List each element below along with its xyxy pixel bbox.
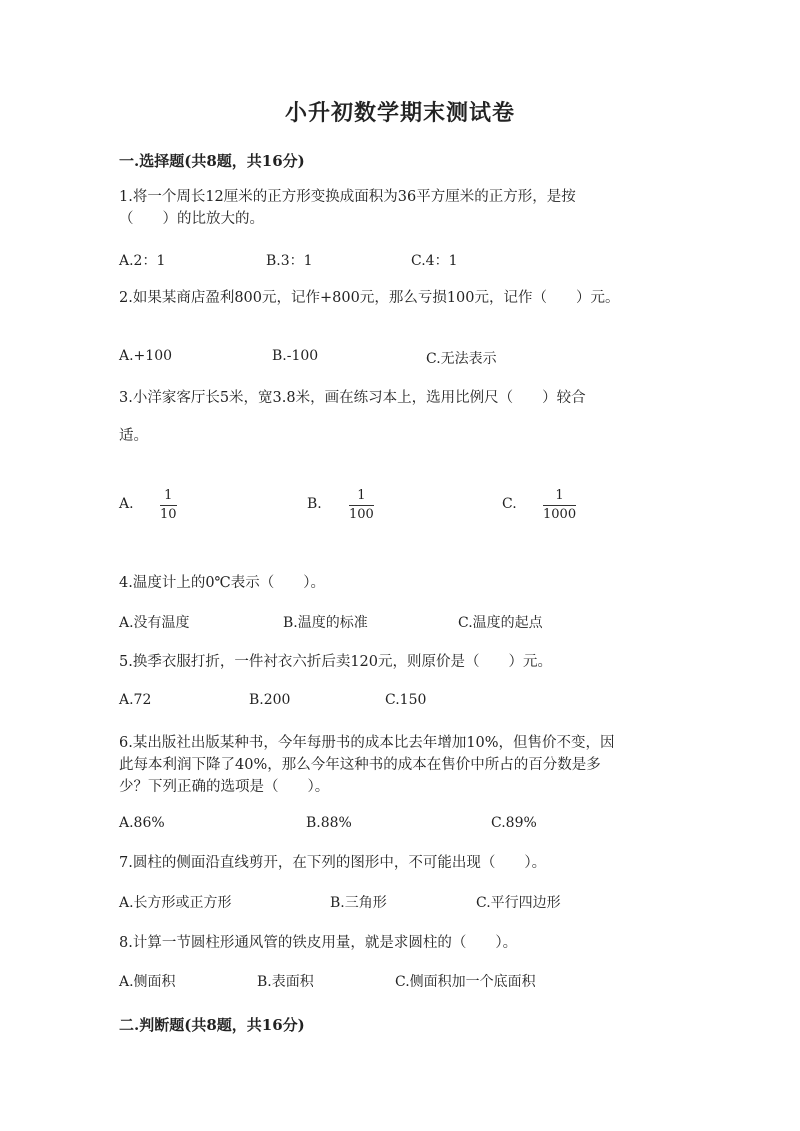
question-3-option-a-label: A. bbox=[119, 496, 134, 512]
question-2-option-c: C.无法表示 bbox=[426, 351, 497, 367]
question-4-text: 4.温度计上的0℃表示（ ）。 bbox=[119, 575, 326, 591]
fraction-bar bbox=[160, 505, 177, 506]
question-5-option-c: C.150 bbox=[385, 692, 427, 708]
question-2-text: 2.如果某商店盈利800元，记作+800元，那么亏损100元，记作（ ）元。 bbox=[119, 290, 620, 306]
question-6-text-cont: 此每本利润下降了40%，那么今年这种书的成本在售价中所占的百分数是多 bbox=[119, 757, 601, 773]
question-1-option-a: A.2：1 bbox=[119, 253, 166, 269]
question-5-option-a: A.72 bbox=[119, 692, 152, 708]
fraction-numerator: 1 bbox=[555, 488, 564, 503]
question-7-option-a: A.长方形或正方形 bbox=[119, 895, 232, 911]
question-4-option-c: C.温度的起点 bbox=[458, 615, 543, 631]
question-1-text-cont: （ ）的比放大的。 bbox=[119, 211, 264, 227]
question-6-option-c: C.89% bbox=[491, 815, 537, 831]
question-6-option-a: A.86% bbox=[119, 815, 165, 831]
question-8-option-b: B.表面积 bbox=[257, 974, 314, 990]
question-3-option-b-fraction bbox=[349, 488, 374, 523]
question-4-option-b: B.温度的标准 bbox=[283, 615, 368, 631]
question-1-text: 1.将一个周长12厘米的正方形变换成面积为36平方厘米的正方形，是按 bbox=[119, 189, 576, 205]
question-5-option-b: B.200 bbox=[249, 692, 291, 708]
fraction-bar bbox=[349, 505, 374, 506]
fraction-denominator: 1000 bbox=[543, 507, 577, 522]
question-6-text-cont-2: 少？下列正确的选项是（ ）。 bbox=[119, 779, 330, 795]
question-6-option-b: B.88% bbox=[306, 815, 352, 831]
question-7-option-c: C.平行四边形 bbox=[476, 895, 561, 911]
question-8-text: 8.计算一节圆柱形通风管的铁皮用量，就是求圆柱的（ ）。 bbox=[119, 935, 518, 951]
question-1-option-c: C.4：1 bbox=[411, 253, 458, 269]
section-heading-judgement: 二.判断题(共8题，共16分) bbox=[119, 1016, 305, 1034]
question-2-option-b: B.-100 bbox=[272, 348, 319, 364]
question-5-text: 5.换季衣服打折，一件衬衣六折后卖120元，则原价是（ ）元。 bbox=[119, 654, 553, 670]
question-6-text: 6.某出版社出版某种书，今年每册书的成本比去年增加10%，但售价不变，因 bbox=[119, 735, 615, 751]
question-3-option-c-label: C. bbox=[502, 496, 517, 512]
fraction-numerator: 1 bbox=[357, 488, 366, 503]
fraction-denominator: 10 bbox=[160, 507, 177, 522]
fraction-numerator: 1 bbox=[164, 488, 173, 503]
question-2-option-a: A.+100 bbox=[119, 348, 173, 364]
fraction-denominator: 100 bbox=[349, 507, 374, 522]
question-3-text-cont: 适。 bbox=[119, 428, 148, 444]
question-4-option-a: A.没有温度 bbox=[119, 615, 190, 631]
page-title: 小升初数学期末测试卷 bbox=[284, 100, 515, 126]
question-7-option-b: B.三角形 bbox=[330, 895, 387, 911]
question-8-option-c: C.侧面积加一个底面积 bbox=[395, 974, 536, 990]
question-3-text: 3.小洋家客厅长5米，宽3.8米，画在练习本上，选用比例尺（ ）较合 bbox=[119, 390, 586, 406]
question-7-text: 7.圆柱的侧面沿直线剪开，在下列的图形中，不可能出现（ ）。 bbox=[119, 855, 547, 871]
question-3-option-a-fraction bbox=[160, 488, 177, 523]
question-3-option-b-label: B. bbox=[307, 496, 322, 512]
question-1-option-b: B.3：1 bbox=[266, 253, 313, 269]
section-heading-choice: 一.选择题(共8题，共16分) bbox=[119, 152, 305, 170]
fraction-bar bbox=[543, 505, 576, 506]
question-3-option-c-fraction bbox=[543, 488, 576, 523]
question-8-option-a: A.侧面积 bbox=[119, 974, 176, 990]
